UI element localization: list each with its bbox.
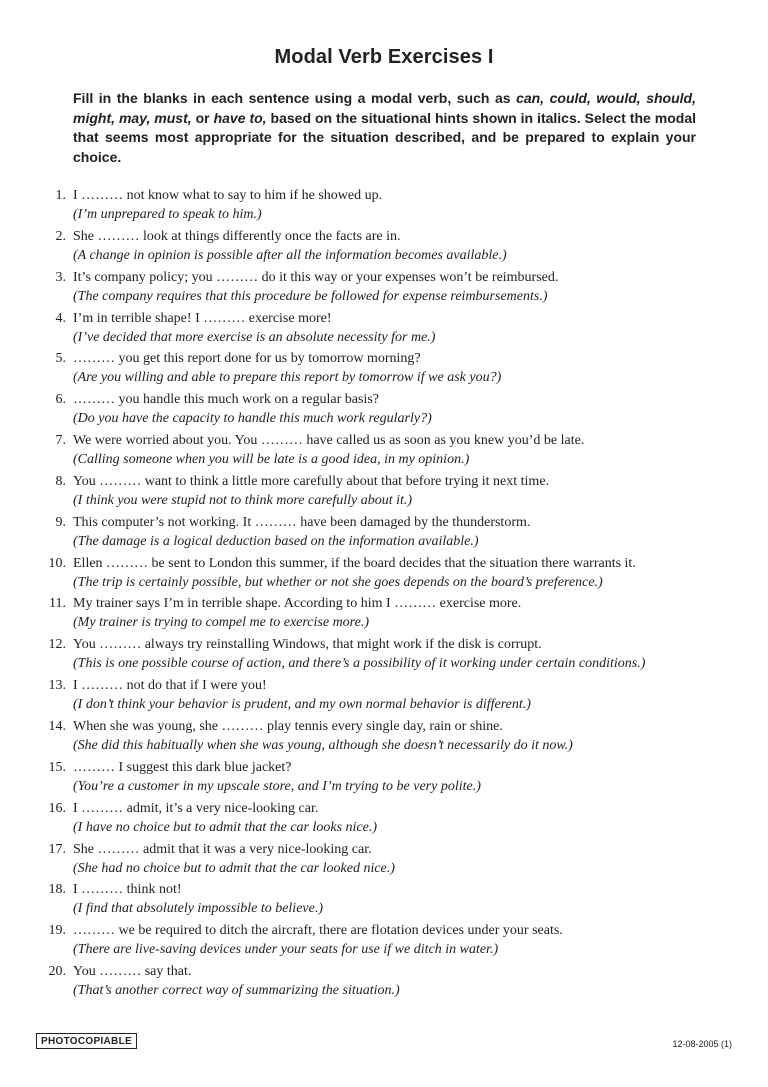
exercise-hint: (I think you were stupid not to think more carefully about it.) <box>73 492 413 508</box>
exercise-hint: (The company requires that this procedure be followed for expense reimbursements.) <box>73 288 548 304</box>
exercise-item <box>0 307 768 348</box>
instructions-text-1: Fill in the blanks in each sentence using a modal verb, such as <box>73 90 517 106</box>
exercise-item <box>0 429 768 470</box>
exercise-sentence: I’m in terrible shape! I ……… exercise more! <box>73 310 332 326</box>
exercise-hint: (I have no choice but to admit that the car looks nice.) <box>73 819 378 835</box>
exercise-sentence: When she was young, she ……… play tennis every single day, rain or shine. <box>73 718 503 734</box>
exercise-sentence: ……… I suggest this dark blue jacket? <box>73 759 292 775</box>
page-title: Modal Verb Exercises I <box>274 46 494 68</box>
exercise-hint: (This is one possible course of action, and there’s a possibility of it working under certain conditions.) <box>73 656 646 672</box>
exercise-list <box>0 184 768 1001</box>
exercise-number: 20. <box>48 964 66 980</box>
exercise-item <box>0 225 768 266</box>
exercise-item <box>0 470 768 511</box>
exercise-sentence: She ……… admit that it was a very nice-looking car. <box>73 841 372 857</box>
exercise-number: 18. <box>48 882 66 898</box>
exercise-sentence: ……… you get this report done for us by tomorrow morning? <box>73 351 421 367</box>
exercise-item <box>0 388 768 429</box>
exercise-sentence: I ……… not know what to say to him if he showed up. <box>73 188 383 203</box>
exercise-sentence: You ……… always try reinstalling Windows, that might work if the disk is corrupt. <box>73 637 542 653</box>
modal-list: can, could, would, should, might, may, must, <box>73 90 696 126</box>
exercise-item <box>0 552 768 593</box>
exercise-item <box>0 266 768 307</box>
exercise-item <box>0 797 768 838</box>
exercise-item <box>0 347 768 388</box>
exercise-item <box>0 633 768 674</box>
exercise-sentence: ……… you handle this much work on a regular basis? <box>73 392 379 408</box>
exercise-number: 9. <box>55 514 66 530</box>
exercise-number: 7. <box>55 433 66 449</box>
exercise-hint: (Do you have the capacity to handle this much work regularly?) <box>73 411 432 427</box>
exercise-sentence: It’s company policy; you ……… do it this way or your expenses won’t be reimbursed. <box>73 269 559 285</box>
photocopiable-badge: PHOTOCOPIABLE <box>36 1033 137 1049</box>
exercise-number: 14. <box>48 718 66 734</box>
exercise-hint: (The trip is certainly possible, but whether or not she goes depends on the board’s preference.) <box>73 574 603 590</box>
exercise-item <box>0 919 768 960</box>
exercise-number: 11. <box>49 596 66 612</box>
exercise-number: 8. <box>55 473 66 489</box>
exercise-sentence: ……… we be required to ditch the aircraft, there are flotation devices under your seats. <box>73 923 563 939</box>
exercise-hint: (I find that absolutely impossible to believe.) <box>73 901 324 917</box>
exercise-number: 12. <box>48 637 66 653</box>
exercise-item <box>0 960 768 1001</box>
exercise-number: 19. <box>48 923 66 939</box>
exercise-number: 17. <box>48 841 66 857</box>
exercise-hint: (The damage is a logical deduction based on the information available.) <box>73 533 479 549</box>
exercise-hint: (A change in opinion is possible after all the information becomes available.) <box>73 247 507 263</box>
exercise-item <box>0 878 768 919</box>
exercise-sentence: You ……… say that. <box>73 964 192 980</box>
exercise-number: 5. <box>55 351 66 367</box>
exercise-sentence: This computer’s not working. It ……… have been damaged by the thunderstorm. <box>73 514 531 530</box>
have-to-term: have to, <box>213 109 267 126</box>
instructions-text-2: or <box>191 109 214 126</box>
exercise-item <box>0 838 768 879</box>
exercise-hint: (You’re a customer in my upscale store, and I’m trying to be very polite.) <box>73 778 481 794</box>
exercise-hint: (Are you willing and able to prepare this report by tomorrow if we ask you?) <box>73 370 502 386</box>
exercise-hint: (I don’t think your behavior is prudent, and my own normal behavior is different.) <box>73 697 531 713</box>
exercise-sentence: My trainer says I’m in terrible shape. According to him I ……… exercise more. <box>73 596 522 612</box>
exercise-hint: (My trainer is trying to compel me to exercise more.) <box>73 615 369 631</box>
exercise-hint: (Calling someone when you will be late is a good idea, in my opinion.) <box>73 452 470 468</box>
exercise-number: 3. <box>55 269 66 285</box>
exercise-sentence: I ……… not do that if I were you! <box>73 678 267 694</box>
instructions <box>73 89 696 167</box>
exercise-number: 1. <box>55 188 66 203</box>
exercise-number: 2. <box>55 228 66 244</box>
exercise-number: 6. <box>55 392 66 408</box>
exercise-number: 15. <box>48 759 66 775</box>
exercise-hint: (That’s another correct way of summarizing the situation.) <box>73 983 400 999</box>
exercise-sentence: Ellen ……… be sent to London this summer, if the board decides that the situation there warrants it. <box>73 555 636 571</box>
exercise-hint: (I’m unprepared to speak to him.) <box>73 207 262 222</box>
exercise-hint: (She had no choice but to admit that the car looked nice.) <box>73 860 395 876</box>
exercise-item <box>0 184 768 225</box>
exercise-item <box>0 756 768 797</box>
instructions-text-3: based on the situational hints shown in italics. Select the modal that seems most appropriate for the situation described, and be prepared to explain your choice. <box>73 109 696 165</box>
exercise-sentence: You ……… want to think a little more carefully about that before trying it next time. <box>73 473 550 489</box>
exercise-hint: (I’ve decided that more exercise is an absolute necessity for me.) <box>73 329 436 345</box>
exercise-number: 10. <box>48 555 66 571</box>
exercise-sentence: We were worried about you. You ……… have called us as soon as you knew you’d be late. <box>73 433 585 449</box>
exercise-hint: (She did this habitually when she was young, although she doesn’t necessarily do it now.) <box>73 737 573 753</box>
exercise-number: 4. <box>55 310 66 326</box>
exercise-item <box>0 674 768 715</box>
exercise-number: 13. <box>48 678 66 694</box>
exercise-sentence: I ……… admit, it’s a very nice-looking car. <box>73 800 319 816</box>
exercise-sentence: She ……… look at things differently once the facts are in. <box>73 228 401 244</box>
exercise-item <box>0 715 768 756</box>
exercise-item <box>0 592 768 633</box>
exercise-number: 16. <box>48 800 66 816</box>
document-code: 12-08-2005 (1) <box>672 1039 732 1049</box>
exercise-item <box>0 511 768 552</box>
exercise-sentence: I ……… think not! <box>73 882 182 898</box>
exercise-hint: (There are live-saving devices under your seats for use if we ditch in water.) <box>73 942 499 958</box>
